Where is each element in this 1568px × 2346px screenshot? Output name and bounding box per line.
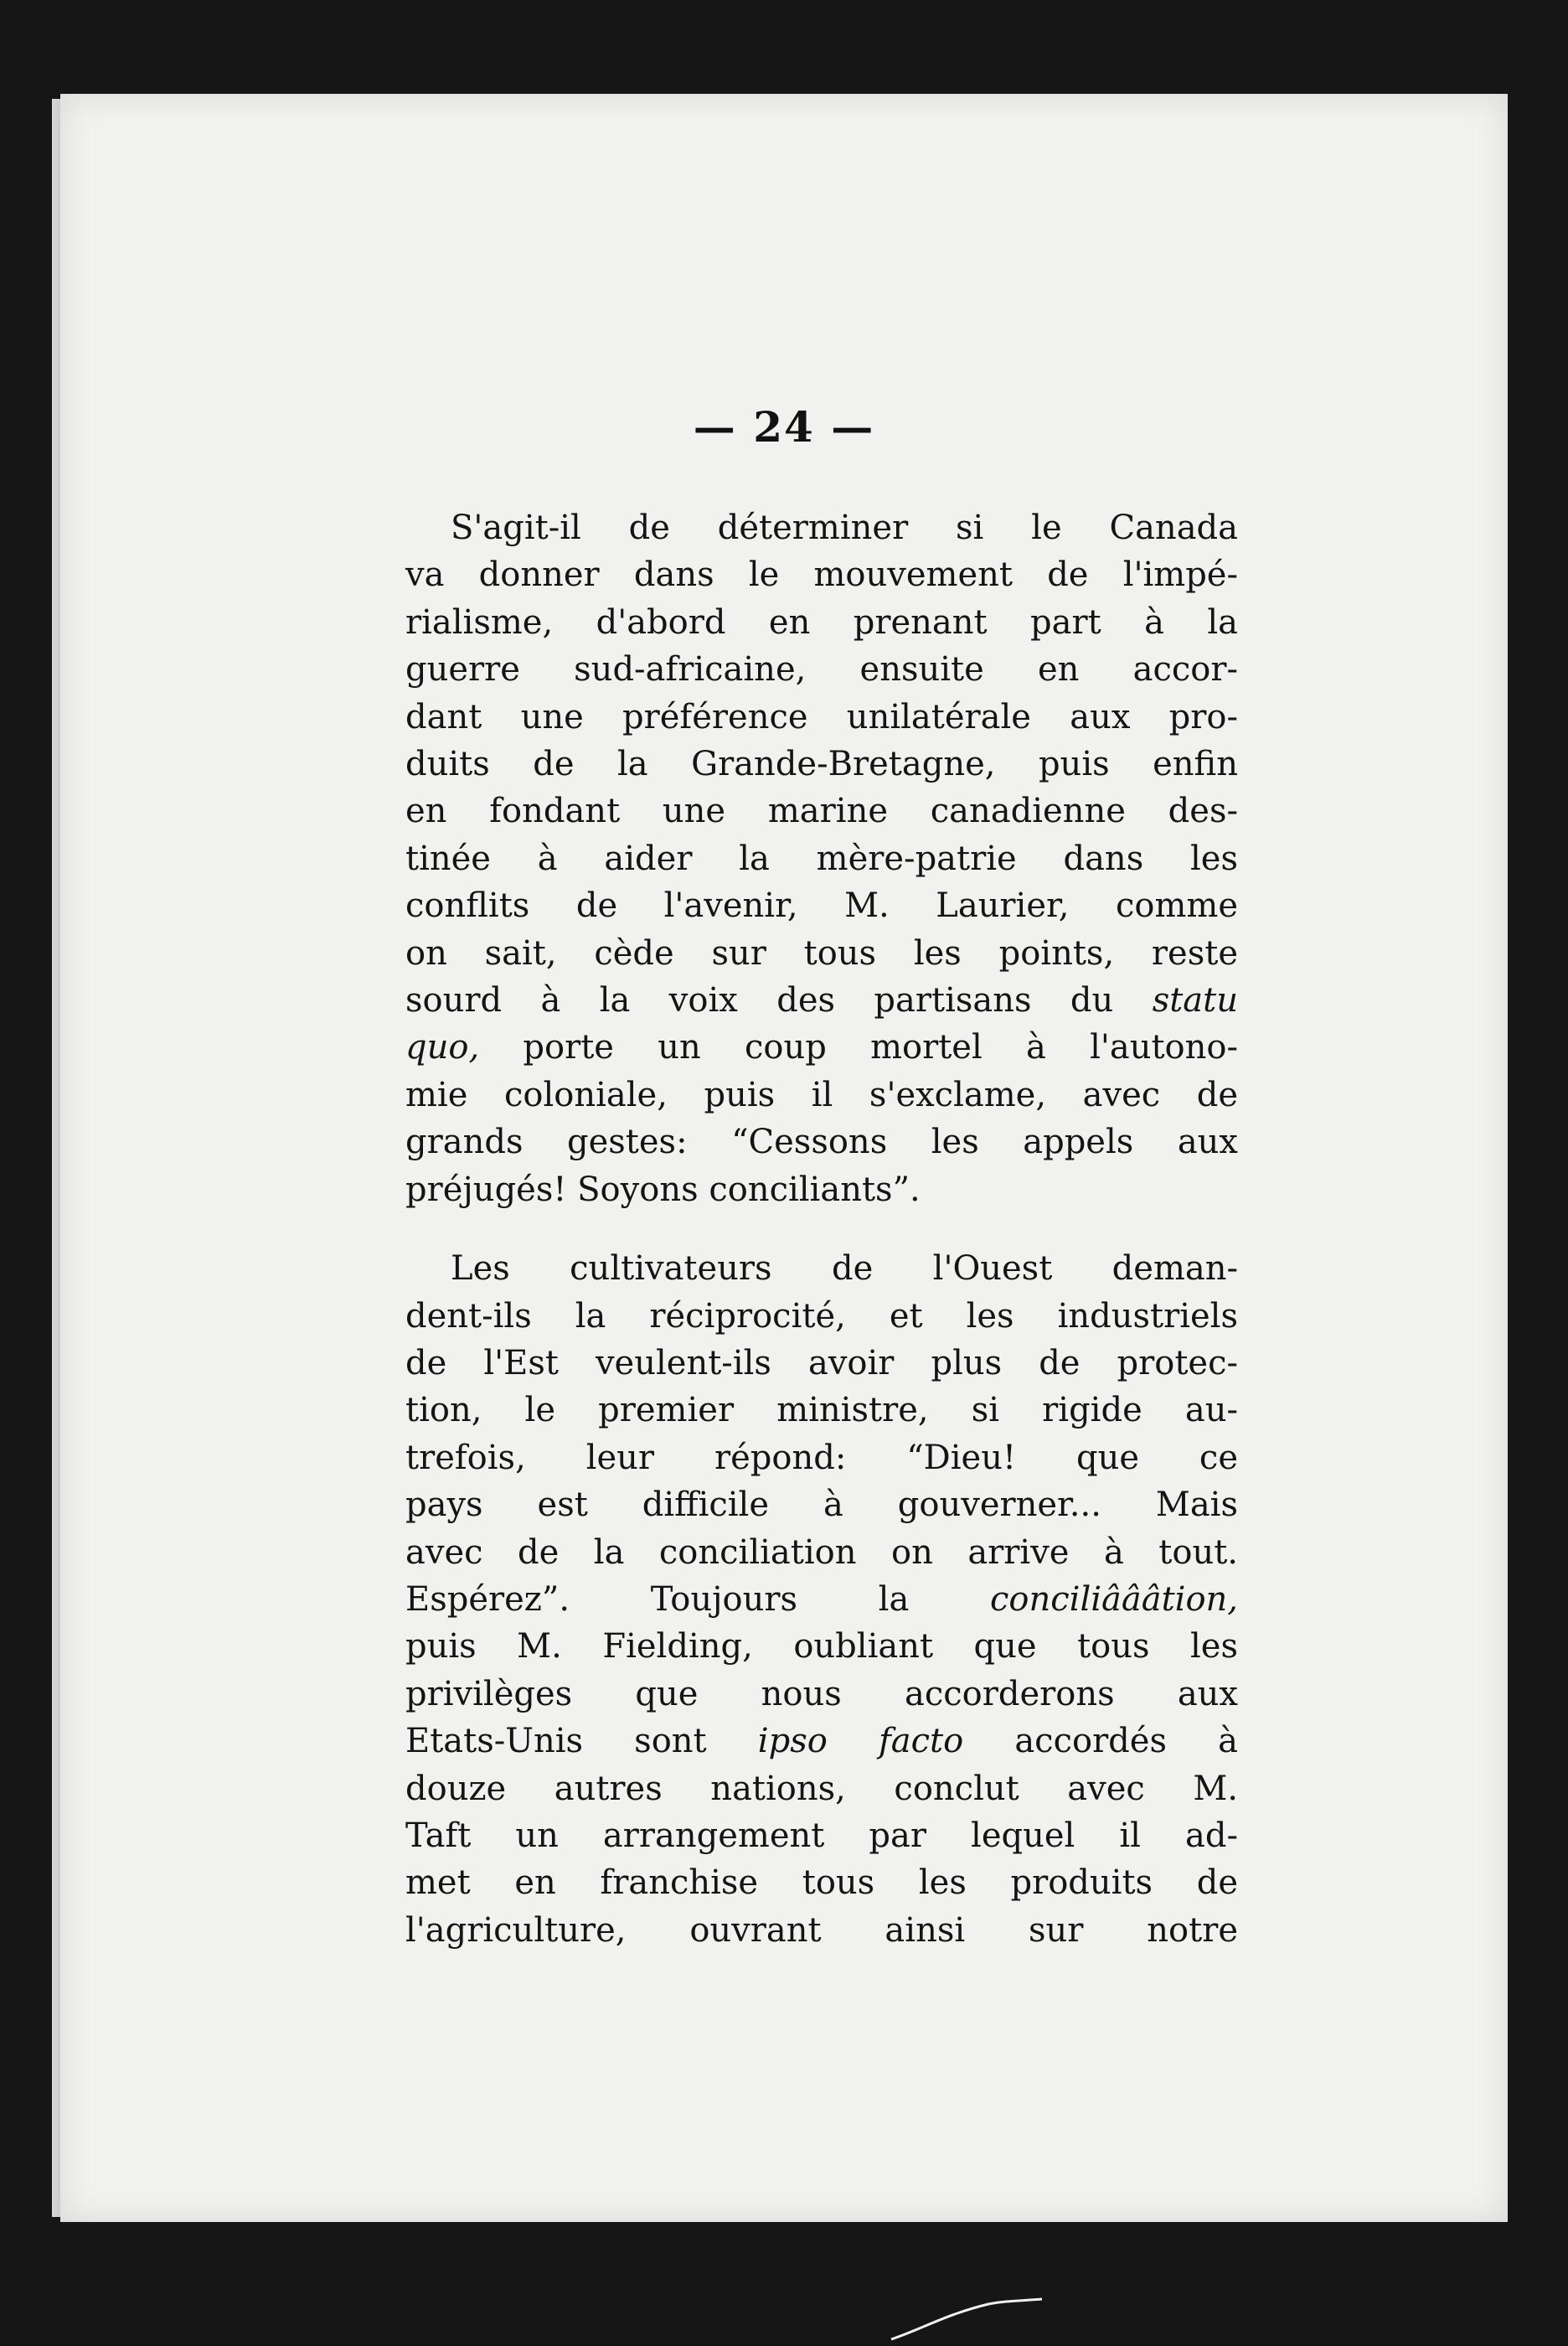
- text-line: trefois, leur répond: “Dieu! que ce: [405, 1438, 1238, 1477]
- italic-text: conciliâââtion,: [990, 1579, 1238, 1619]
- text-line: préjugés! Soyons conciliants”.: [405, 1170, 921, 1209]
- text-line: dant une préférence unilatérale aux pro-: [405, 697, 1238, 736]
- text-line: puis M. Fielding, oubliant que tous les: [405, 1627, 1238, 1666]
- text-line: pays est difficile à gouverner... Mais: [405, 1486, 1238, 1525]
- text-line: tion, le premier ministre, si rigide au-: [405, 1391, 1238, 1430]
- text-line: de l'Est veulent-ils avoir plus de protec-: [405, 1343, 1238, 1382]
- body-text: [405, 504, 1238, 1954]
- text-line: privilèges que nous accorderons aux: [405, 1674, 1238, 1713]
- paragraph-2: [405, 1245, 1238, 1954]
- text-line: Taft un arrangement par lequel il ad-: [405, 1816, 1238, 1855]
- text-line: va donner dans le mouvement de l'impé-: [405, 555, 1238, 595]
- pen-mark-icon: [888, 2296, 1047, 2346]
- text-line: duits de la Grande-Bretagne, puis enfin: [405, 745, 1238, 784]
- text-line: douze autres nations, conclut avec M.: [405, 1769, 1238, 1808]
- italic-text: ipso facto: [757, 1722, 964, 1761]
- text-line: avec de la conciliation on arrive à tout.: [405, 1532, 1238, 1572]
- text-segment: Etats-Unis sont: [405, 1722, 707, 1761]
- text-line: guerre sud-africaine, ensuite en accor-: [405, 650, 1238, 690]
- text-line: dent-ils la réciprocité, et les industriels: [405, 1296, 1238, 1336]
- text-line: [405, 1024, 1238, 1071]
- text-line: mie coloniale, puis il s'exclame, avec de: [405, 1075, 1238, 1114]
- text-line: en fondant une marine canadienne des-: [405, 792, 1238, 831]
- text-line: met en franchise tous les produits de: [405, 1863, 1238, 1903]
- book-page: [60, 94, 1508, 2222]
- text-line: conflits de l'avenir, M. Laurier, comme: [405, 886, 1238, 926]
- text-segment: porte un coup mortel à l'autono-: [523, 1028, 1239, 1067]
- text-line: [405, 977, 1238, 1024]
- text-line: [405, 1576, 1238, 1623]
- italic-text: statu: [1152, 981, 1238, 1021]
- text-line: grands gestes: “Cessons les appels aux: [405, 1123, 1238, 1162]
- text-line: [405, 1718, 1238, 1765]
- text-line: tinée à aider la mère-patrie dans les: [405, 839, 1238, 878]
- text-line: on sait, cède sur tous les points, reste: [405, 933, 1238, 973]
- italic-text: quo,: [405, 1028, 480, 1067]
- text-line: Les cultivateurs de l'Ouest deman-: [451, 1249, 1238, 1289]
- text-segment: Espérez”. Toujours la: [405, 1579, 910, 1619]
- text-line: l'agriculture, ouvrant ainsi sur notre: [405, 1910, 1238, 1950]
- text-line: rialisme, d'abord en prenant part à la: [405, 602, 1238, 642]
- page-number: — 24 —: [693, 402, 875, 452]
- paragraph-1: [405, 504, 1238, 1213]
- text-segment: accordés à: [1014, 1722, 1238, 1761]
- text-line: S'agit-il de déterminer si le Canada: [451, 509, 1238, 547]
- text-segment: sourd à la voix des partisans du: [405, 981, 1114, 1021]
